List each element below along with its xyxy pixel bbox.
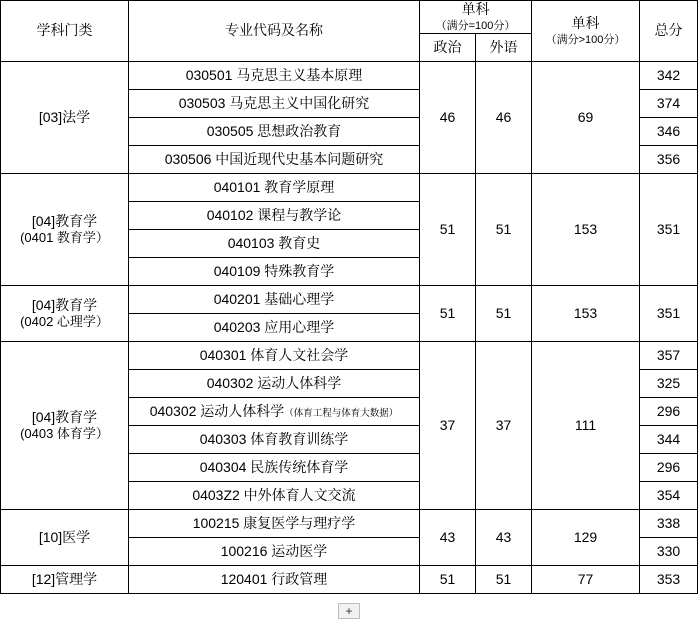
table-row bbox=[1, 286, 698, 314]
major-cell bbox=[129, 314, 420, 342]
total-cell: 296 bbox=[640, 454, 698, 482]
category-cell bbox=[1, 510, 129, 566]
header-single bbox=[532, 1, 640, 62]
single-subject-cell: 69 bbox=[532, 62, 640, 174]
major-name: 040109 特殊教育学 bbox=[213, 263, 335, 279]
single-subject-cell: 153 bbox=[532, 286, 640, 342]
politics-cell: 43 bbox=[420, 510, 476, 566]
table-header-row-1 bbox=[1, 1, 698, 34]
header-single-title: 单科 bbox=[571, 15, 600, 31]
category-name: [04]教育学 bbox=[31, 212, 98, 229]
major-cell bbox=[129, 118, 420, 146]
total-cell: 325 bbox=[640, 370, 698, 398]
total-cell: 338 bbox=[640, 510, 698, 538]
add-button[interactable]: + bbox=[338, 603, 360, 619]
major-cell bbox=[129, 174, 420, 202]
major-name: 040301 体育人文社会学 bbox=[199, 347, 349, 363]
major-name: 030506 中国近现代史基本问题研究 bbox=[164, 151, 384, 167]
major-cell bbox=[129, 454, 420, 482]
major-cell bbox=[129, 538, 420, 566]
foreign-cell: 37 bbox=[476, 342, 532, 510]
table-row bbox=[1, 510, 698, 538]
table-row bbox=[1, 342, 698, 370]
major-name: 040203 应用心理学 bbox=[213, 319, 335, 335]
category-cell bbox=[1, 286, 129, 342]
major-name: 040304 民族传统体育学 bbox=[199, 459, 349, 475]
major-cell bbox=[129, 90, 420, 118]
total-cell: 356 bbox=[640, 146, 698, 174]
major-name: 030501 马克思主义基本原理 bbox=[185, 67, 363, 83]
total-cell: 357 bbox=[640, 342, 698, 370]
table-row bbox=[1, 62, 698, 90]
major-cell bbox=[129, 566, 420, 594]
major-cell bbox=[129, 62, 420, 90]
politics-cell: 37 bbox=[420, 342, 476, 510]
major-note: （体育工程与体育大数据） bbox=[284, 408, 399, 419]
major-name: 030505 思想政治教育 bbox=[206, 123, 342, 139]
major-cell bbox=[129, 258, 420, 286]
category-name: [12]管理学 bbox=[31, 571, 98, 587]
header-foreign: 外语 bbox=[476, 34, 532, 62]
major-cell bbox=[129, 202, 420, 230]
total-cell: 354 bbox=[640, 482, 698, 510]
category-name: [10]医学 bbox=[38, 529, 91, 545]
single-subject-cell: 111 bbox=[532, 342, 640, 510]
politics-cell: 51 bbox=[420, 286, 476, 342]
major-name: 040303 体育教育训练学 bbox=[199, 431, 349, 447]
foreign-cell: 51 bbox=[476, 286, 532, 342]
header-category: 学科门类 bbox=[1, 1, 129, 62]
foreign-cell: 46 bbox=[476, 62, 532, 174]
major-cell bbox=[129, 286, 420, 314]
major-name: 100215 康复医学与理疗学 bbox=[192, 515, 356, 531]
major-name: 120401 行政管理 bbox=[220, 571, 328, 587]
major-cell bbox=[129, 426, 420, 454]
category-cell bbox=[1, 62, 129, 174]
major-name: 100216 运动医学 bbox=[220, 543, 328, 559]
major-name: 0403Z2 中外体育人文交流 bbox=[192, 487, 356, 503]
major-name: 030503 马克思主义中国化研究 bbox=[178, 95, 370, 111]
single-subject-cell: 153 bbox=[532, 174, 640, 286]
major-cell bbox=[129, 146, 420, 174]
category-name: [03]法学 bbox=[38, 109, 91, 125]
politics-cell: 46 bbox=[420, 62, 476, 174]
header-combined-group bbox=[420, 1, 532, 34]
total-cell: 353 bbox=[640, 566, 698, 594]
category-name: [04]教育学 bbox=[31, 296, 98, 313]
header-politics: 政治 bbox=[420, 34, 476, 62]
total-cell: 342 bbox=[640, 62, 698, 90]
major-name: 040201 基础心理学 bbox=[213, 291, 335, 307]
major-cell bbox=[129, 510, 420, 538]
header-combined-title: 单科 bbox=[461, 1, 490, 17]
major-cell bbox=[129, 370, 420, 398]
header-major: 专业代码及名称 bbox=[129, 1, 420, 62]
category-subname: (0401 教育学） bbox=[20, 230, 109, 246]
header-combined-note: （满分=100分） bbox=[435, 19, 516, 32]
table-header bbox=[1, 1, 698, 62]
category-cell bbox=[1, 342, 129, 510]
total-cell: 346 bbox=[640, 118, 698, 146]
politics-cell: 51 bbox=[420, 174, 476, 286]
category-cell bbox=[1, 174, 129, 286]
single-subject-cell: 129 bbox=[532, 510, 640, 566]
major-name: 040302 运动人体科学 bbox=[149, 403, 285, 419]
major-name: 040302 运动人体科学 bbox=[206, 375, 342, 391]
table-body bbox=[1, 62, 698, 594]
single-subject-cell: 77 bbox=[532, 566, 640, 594]
politics-cell: 51 bbox=[420, 566, 476, 594]
category-subname: (0403 体育学） bbox=[20, 426, 109, 442]
major-cell bbox=[129, 482, 420, 510]
table-row bbox=[1, 174, 698, 202]
total-cell: 344 bbox=[640, 426, 698, 454]
major-name: 040102 课程与教学论 bbox=[206, 207, 342, 223]
major-name: 040103 教育史 bbox=[227, 235, 321, 251]
total-cell: 351 bbox=[640, 286, 698, 342]
table-row bbox=[1, 566, 698, 594]
total-cell: 374 bbox=[640, 90, 698, 118]
foreign-cell: 43 bbox=[476, 510, 532, 566]
foreign-cell: 51 bbox=[476, 174, 532, 286]
major-cell bbox=[129, 398, 420, 426]
header-single-note: （满分>100分） bbox=[545, 33, 626, 46]
category-subname: (0402 心理学） bbox=[20, 314, 109, 330]
major-cell bbox=[129, 230, 420, 258]
total-cell: 296 bbox=[640, 398, 698, 426]
header-total: 总分 bbox=[640, 1, 698, 62]
major-cell bbox=[129, 342, 420, 370]
add-row-bar bbox=[0, 600, 698, 622]
foreign-cell: 51 bbox=[476, 566, 532, 594]
major-name: 040101 教育学原理 bbox=[213, 179, 335, 195]
total-cell: 351 bbox=[640, 174, 698, 286]
category-name: [04]教育学 bbox=[31, 408, 98, 425]
total-cell: 330 bbox=[640, 538, 698, 566]
category-cell bbox=[1, 566, 129, 594]
